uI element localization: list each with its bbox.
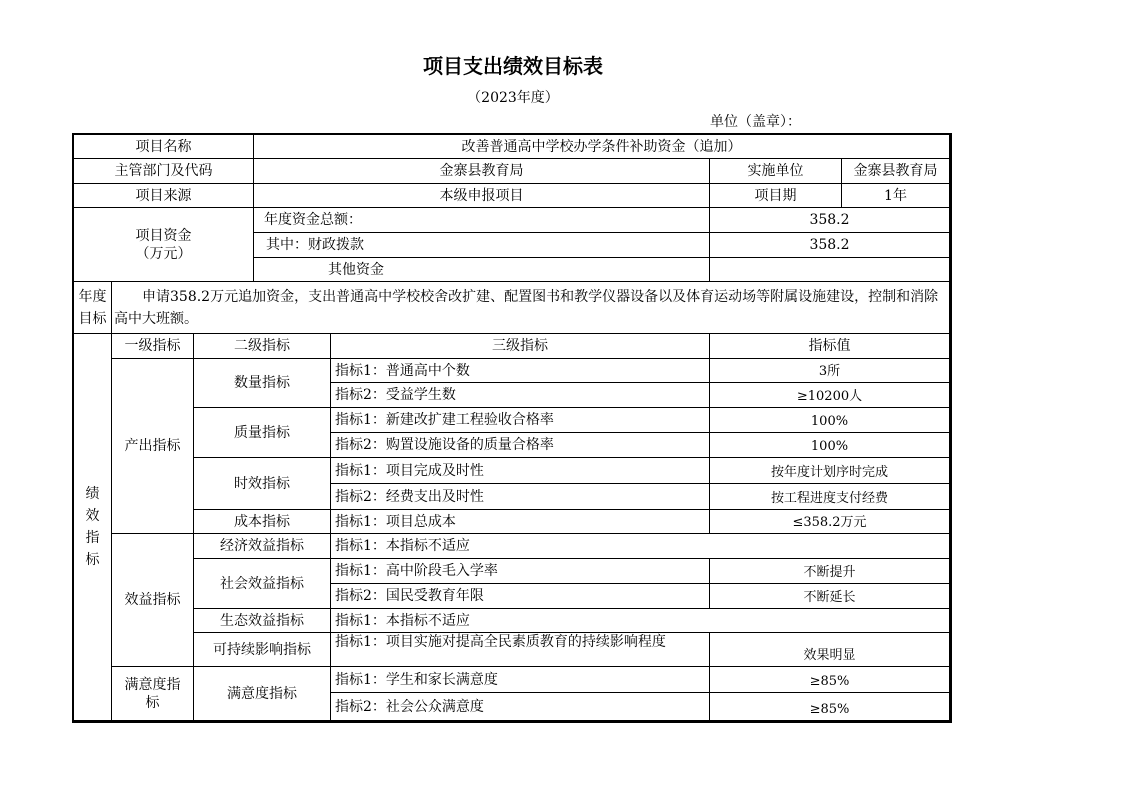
- indicator-row-name: 指标2：经费支出及时性: [331, 484, 710, 510]
- quality-indicator-label: 质量指标: [194, 408, 331, 458]
- indicators-section-label: 绩效指标: [74, 334, 112, 721]
- indicator-row-name: 指标2：社会公众满意度: [331, 693, 710, 721]
- funds-label: [74, 208, 254, 282]
- indicator-row-name: 指标1：项目实施对提高全民素质教育的持续影响程度: [331, 633, 710, 667]
- indicator-row-name: 指标1：学生和家长满意度: [331, 667, 710, 693]
- sustain-indicator-label: 可持续影响指标: [194, 633, 331, 667]
- indicator-row-value: 效果明显: [710, 633, 950, 667]
- indicator-row-value: 不断提升: [710, 559, 950, 584]
- funds-label-line1: 项目资金: [135, 227, 192, 244]
- unit-stamp-label: 单位（盖章）：: [710, 114, 801, 130]
- goal-text: 申请358.2万元追加资金，支出普通高中学校校舍改扩建、配置图书和教学仪器设备以及体育运动场等附属设施建设，控制和消除高中大班额。: [112, 282, 950, 334]
- period-value: 1年: [842, 184, 950, 208]
- indicator-row-name: 指标2：国民受教育年限: [331, 584, 710, 609]
- funds-total-label: 年度资金总额：: [254, 208, 710, 233]
- indicator-row-value: 100%: [710, 408, 950, 433]
- source-value: 本级申报项目: [254, 184, 710, 208]
- indicator-row-name: 指标1：新建改扩建工程验收合格率: [331, 408, 710, 433]
- economic-indicator-label: 经济效益指标: [194, 534, 331, 559]
- satisfaction-indicator-label: 满意度指标: [112, 667, 194, 721]
- indicator-row-value: 按工程进度支付经费: [710, 484, 950, 510]
- col-level2-header: 二级指标: [194, 334, 331, 359]
- funds-total-value: 358.2: [710, 208, 950, 233]
- funds-fiscal-label: 其中：财政拨款: [254, 233, 710, 258]
- indicator-row-name: 指标1：本指标不适应: [331, 534, 950, 559]
- benefit-indicator-label: 效益指标: [112, 534, 194, 667]
- funds-fiscal-value: 358.2: [710, 233, 950, 258]
- indicator-row-value: 不断延长: [710, 584, 950, 609]
- indicator-row-value: 3所: [710, 359, 950, 383]
- cost-indicator-label: 成本指标: [194, 510, 331, 534]
- satisfaction-sub-indicator-label: 满意度指标: [194, 667, 331, 721]
- indicator-row-value: 100%: [710, 433, 950, 458]
- year-subtitle: （2023年度）: [467, 90, 559, 106]
- funds-label-line2: （万元）: [135, 245, 192, 262]
- dept-value: 金寨县教育局: [254, 159, 710, 184]
- indicator-row-name: 指标1：本指标不适应: [331, 609, 950, 633]
- funds-other-value: [710, 258, 950, 282]
- indicator-row-value: ≤358.2万元: [710, 510, 950, 534]
- indicator-row-name: 指标1：项目总成本: [331, 510, 710, 534]
- source-label: 项目来源: [74, 184, 254, 208]
- indicator-row-name: 指标1：普通高中个数: [331, 359, 710, 383]
- project-name-value: 改善普通高中学校办学条件补助资金（追加）: [254, 135, 950, 159]
- col-value-header: 指标值: [710, 334, 950, 359]
- impl-label: 实施单位: [710, 159, 842, 184]
- funds-other-label: 其他资金: [254, 258, 710, 282]
- indicator-row-value: 按年度计划序时完成: [710, 458, 950, 484]
- indicator-row-value: ≥85%: [710, 667, 950, 693]
- social-indicator-label: 社会效益指标: [194, 559, 331, 609]
- dept-label: 主管部门及代码: [74, 159, 254, 184]
- indicator-row-name: 指标1：高中阶段毛入学率: [331, 559, 710, 584]
- eco-indicator-label: 生态效益指标: [194, 609, 331, 633]
- quantity-indicator-label: 数量指标: [194, 359, 331, 408]
- impl-value: 金寨县教育局: [842, 159, 950, 184]
- col-level1-header: 一级指标: [112, 334, 194, 359]
- output-indicator-label: 产出指标: [112, 359, 194, 534]
- goal-label: 年度目标: [74, 282, 112, 334]
- col-level3-header: 三级指标: [331, 334, 710, 359]
- timeliness-indicator-label: 时效指标: [194, 458, 331, 510]
- indicator-row-value: ≥85%: [710, 693, 950, 721]
- indicator-row-name: 指标1：项目完成及时性: [331, 458, 710, 484]
- page-title: 项目支出绩效目标表: [423, 54, 603, 78]
- indicator-row-name: 指标2：购置设施设备的质量合格率: [331, 433, 710, 458]
- indicator-row-value: ≥10200人: [710, 383, 950, 408]
- period-label: 项目期: [710, 184, 842, 208]
- indicator-row-name: 指标2：受益学生数: [331, 383, 710, 408]
- project-name-label: 项目名称: [74, 135, 254, 159]
